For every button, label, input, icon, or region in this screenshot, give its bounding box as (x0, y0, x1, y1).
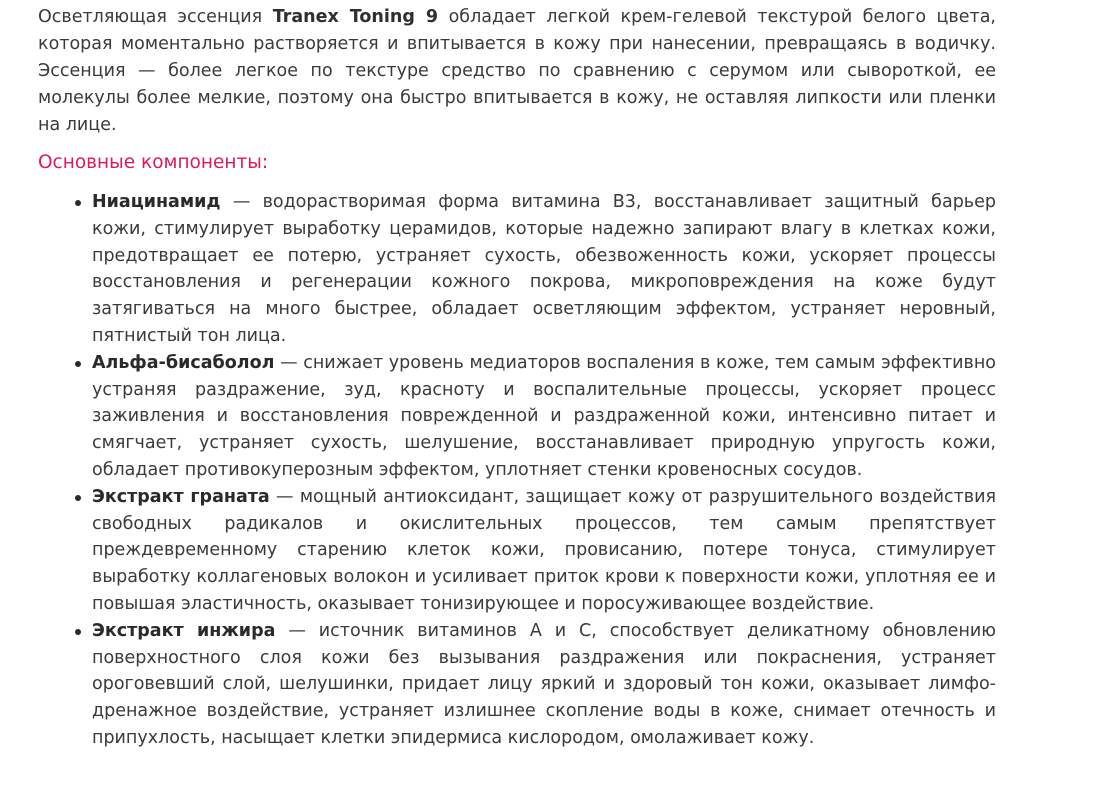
intro-paragraph (38, 4, 996, 139)
bullet-icon (75, 495, 81, 501)
component-description: — мощный антиоксидант, защищает кожу от разрушительного воздействия свободных радикалов и окислительных процессов, тем самым препятствует преждевременному старению клеток кожи, провисанию, потере тонуса, стимулирует выработку коллагеновых волокон и усиливает приток крови к поверхности кожи, уплотняя ее и повышая эластичность, оказывает тонизирующее и поросуживающее воздействие. (92, 486, 996, 614)
bullet-icon (75, 200, 81, 206)
intro-text-end: обладает легкой крем-гелевой текстурой белого цвета, которая моментально растворяется и впитывается в кожу при нанесении, превращаясь в водичку. Эссенция — более легкое по текстуре средство по сравнению с серумом или сывороткой, ее молекулы более мелкие, поэтому она быстро впитывается в кожу, не оставляя липкости или пленки на лице. (38, 7, 996, 135)
component-description: — источник витаминов А и С, способствует деликатному обновлению поверхностного слоя кожи без вызывания раздражения или покраснения, устраняет ороговевший слой, шелушинки, придает лицу яркий и здоровый тон кожи, оказывает лимфо-дренажное воздействие, устраняет излишнее скопление воды в коже, снимает отечность и припухлость, насыщает клетки эпидермиса кислородом, омолаживает кожу. (92, 620, 996, 748)
list-item (92, 618, 996, 752)
list-item (92, 189, 996, 350)
component-name: Альфа-бисаболол (92, 352, 275, 373)
intro-text-start: Осветляющая эссенция (38, 7, 273, 27)
article-content (38, 0, 996, 752)
components-list (38, 189, 996, 752)
list-item (92, 484, 996, 618)
component-name: Экстракт граната (92, 486, 270, 507)
list-item (92, 350, 996, 484)
bullet-icon (75, 629, 81, 635)
components-heading: Основные компоненты: (38, 152, 269, 173)
product-name: Tranex Toning 9 (272, 7, 439, 27)
component-name: Ниацинамид (92, 192, 221, 212)
component-name: Экстракт инжира (92, 620, 276, 641)
component-description: — водорастворимая форма витамина В3, восстанавливает защитный барьер кожи, стимулирует выработку церамидов, которые надежно запирают влагу в клетках кожи, предотвращает ее потерю, устраняет сухость, обезвоженность кожи, ускоряет процессы восстановления и регенерации кожного покрова, микроповреждения на коже будут затягиваться на много быстрее, обладает осветляющим эффектом, устраняет неровный, пятнистый тон лица. (92, 192, 996, 346)
bullet-icon (75, 361, 81, 367)
component-description: — снижает уровень медиаторов воспаления в коже, тем самым эффективно устраняя раздражение, зуд, красноту и воспалительные процессы, ускоряет процесс заживления и восстановления поврежденной и раздраженной кожи, интенсивно питает и смягчает, устраняет сухость, шелушение, восстанавливает природную упругость кожи, обладает противокуперозным эффектом, уплотняет стенки кровеносных сосудов. (92, 352, 996, 480)
